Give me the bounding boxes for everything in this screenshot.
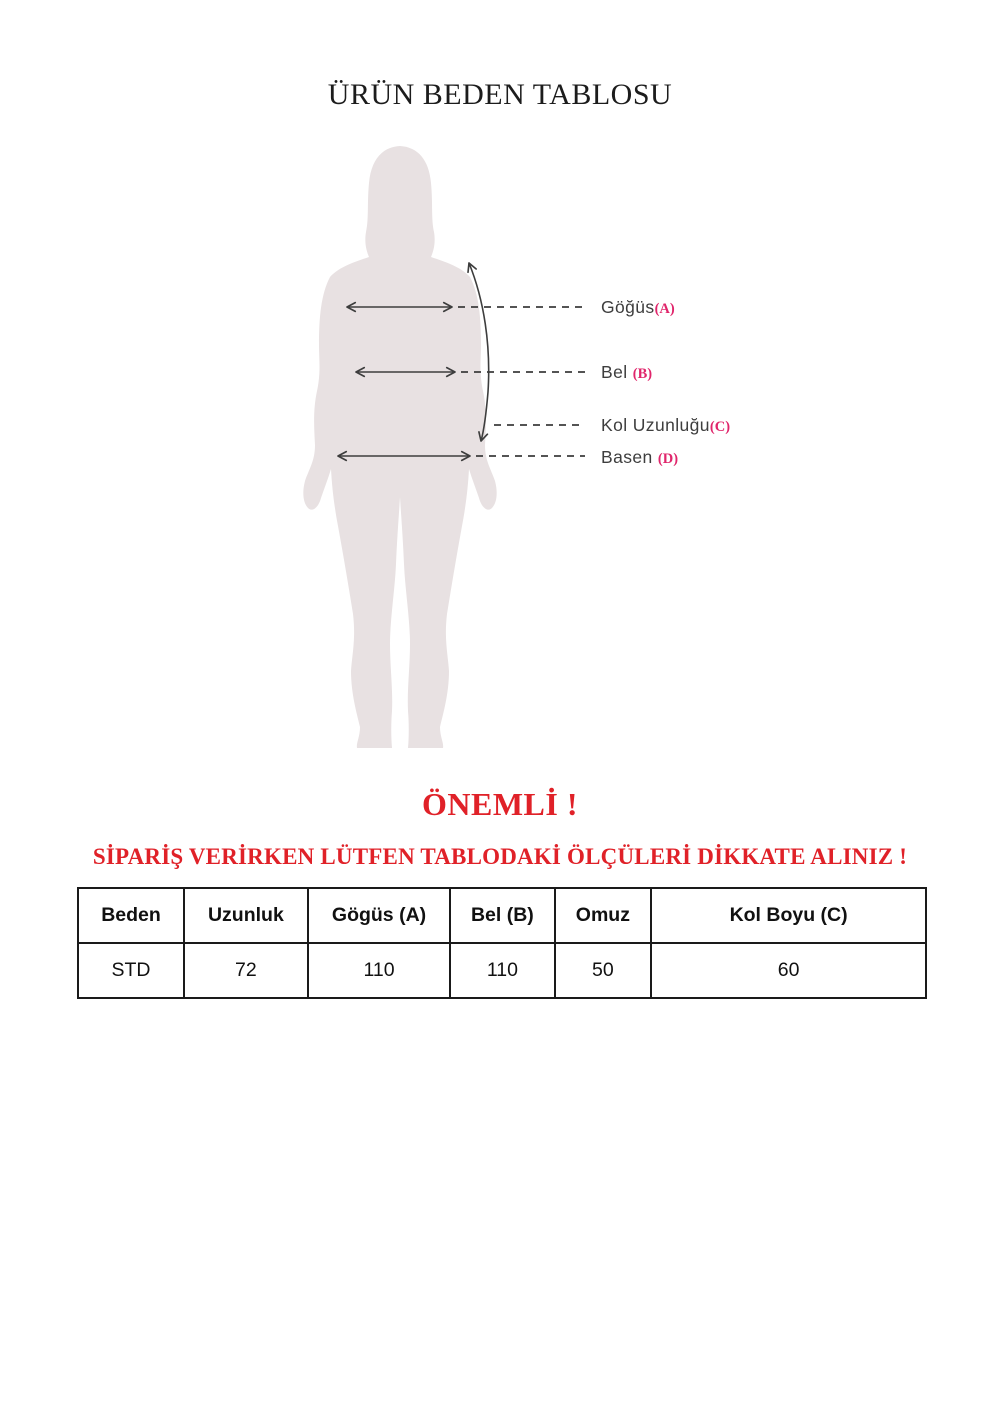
cell-kol-boyu: 60 (651, 943, 926, 998)
size-table-header-row (78, 888, 926, 943)
size-table-header (78, 888, 926, 943)
measurement-code-d: (D) (657, 451, 679, 467)
measurement-name-chest: Göğüs (601, 297, 655, 317)
measurement-label-hip (601, 447, 678, 470)
cell-omuz: 50 (555, 943, 652, 998)
size-table-row-std (78, 943, 926, 998)
cell-uzunluk: 72 (184, 943, 308, 998)
measurement-label-arm-length (601, 415, 730, 438)
measurement-name-arm-length: Kol Uzunluğu (601, 415, 710, 435)
page-title: ÜRÜN BEDEN TABLOSU (327, 78, 673, 111)
size-table (77, 887, 927, 999)
col-header-bel: Bel (B) (450, 888, 554, 943)
col-header-gogus: Gögüs (A) (308, 888, 450, 943)
measurement-code-a: (A) (654, 301, 675, 317)
cell-beden: STD (78, 943, 184, 998)
important-heading: ÖNEMLİ ! (422, 786, 578, 822)
col-header-omuz: Omuz (555, 888, 652, 943)
measurement-label-chest (601, 297, 675, 320)
measurement-code-b: (B) (632, 366, 653, 382)
order-instruction-text: SİPARİŞ VERİRKEN LÜTFEN TABLODAKİ ÖLÇÜLERİ DİKKATE ALINIZ ! (92, 844, 908, 869)
col-header-kol-boyu: Kol Boyu (C) (651, 888, 926, 943)
measurement-label-waist (601, 362, 652, 385)
measurement-name-hip: Basen (601, 447, 658, 467)
col-header-beden: Beden (78, 888, 184, 943)
cell-bel: 110 (450, 943, 554, 998)
measurement-name-waist: Bel (601, 362, 633, 382)
cell-gogus: 110 (308, 943, 450, 998)
silhouette-shape (303, 146, 496, 748)
col-header-uzunluk: Uzunluk (184, 888, 308, 943)
measurement-code-c: (C) (709, 419, 731, 435)
size-table-body (78, 943, 926, 998)
